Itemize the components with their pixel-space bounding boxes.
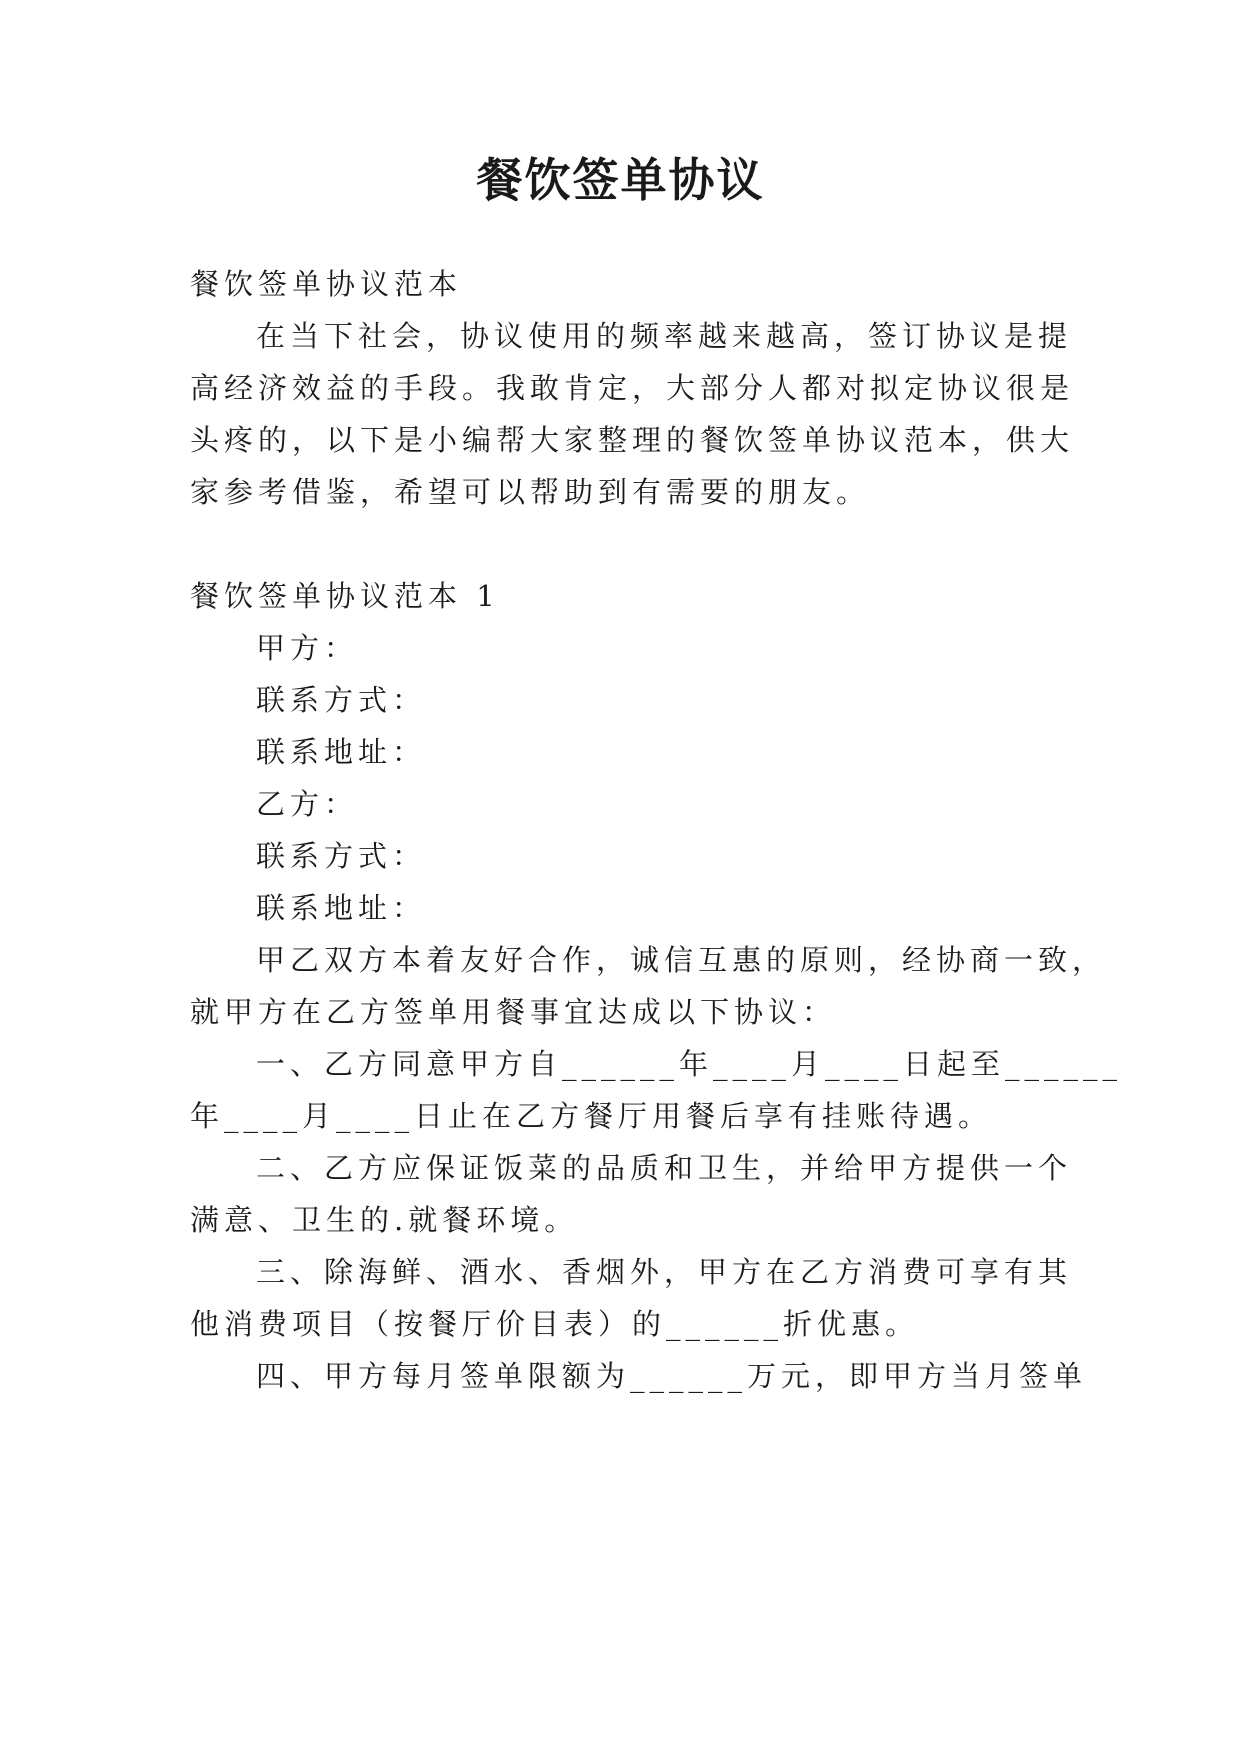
- section-heading: 餐饮签单协议范本 1: [190, 579, 500, 613]
- intro-line: 在当下社会，协议使用的频率越来越高，签订协议是提: [256, 319, 1073, 353]
- clause-line: 二、乙方应保证饭菜的品质和卫生，并给甲方提供一个: [256, 1151, 1073, 1185]
- agreement-line: 甲乙双方本着友好合作，诚信互惠的原则，经协商一致，: [256, 943, 1107, 977]
- intro-line: 家参考借鉴，希望可以帮助到有需要的朋友。: [190, 475, 871, 509]
- clause-line: 一、乙方同意甲方自______年____月____日起至______: [256, 1047, 1123, 1081]
- clause-line: 满意、卫生的.就餐环境。: [190, 1203, 579, 1237]
- intro-line: 高经济效益的手段。我敢肯定，大部分人都对拟定协议很是: [190, 371, 1075, 405]
- clause-line: 四、甲方每月签单限额为______万元，即甲方当月签单: [256, 1359, 1088, 1393]
- agreement-line: 就甲方在乙方签单用餐事宜达成以下协议：: [190, 995, 837, 1029]
- party-a-address-label: 联系地址：: [256, 735, 427, 769]
- party-b-address-label: 联系地址：: [256, 891, 427, 925]
- party-a-contact-label: 联系方式：: [256, 683, 427, 717]
- intro-line: 头疼的，以下是小编帮大家整理的餐饮签单协议范本，供大: [190, 423, 1075, 457]
- section-heading: 餐饮签单协议范本: [190, 267, 463, 301]
- party-b-contact-label: 联系方式：: [256, 839, 427, 873]
- clause-line: 他消费项目（按餐厅价目表）的______折优惠。: [190, 1307, 920, 1341]
- clause-line: 年____月____日止在乙方餐厅用餐后享有挂账待遇。: [190, 1099, 993, 1133]
- party-b-label: 乙方：: [256, 787, 359, 821]
- document-title: 餐饮签单协议: [476, 153, 765, 207]
- party-a-label: 甲方：: [256, 631, 359, 665]
- clause-line: 三、除海鲜、酒水、香烟外，甲方在乙方消费可享有其: [256, 1255, 1073, 1289]
